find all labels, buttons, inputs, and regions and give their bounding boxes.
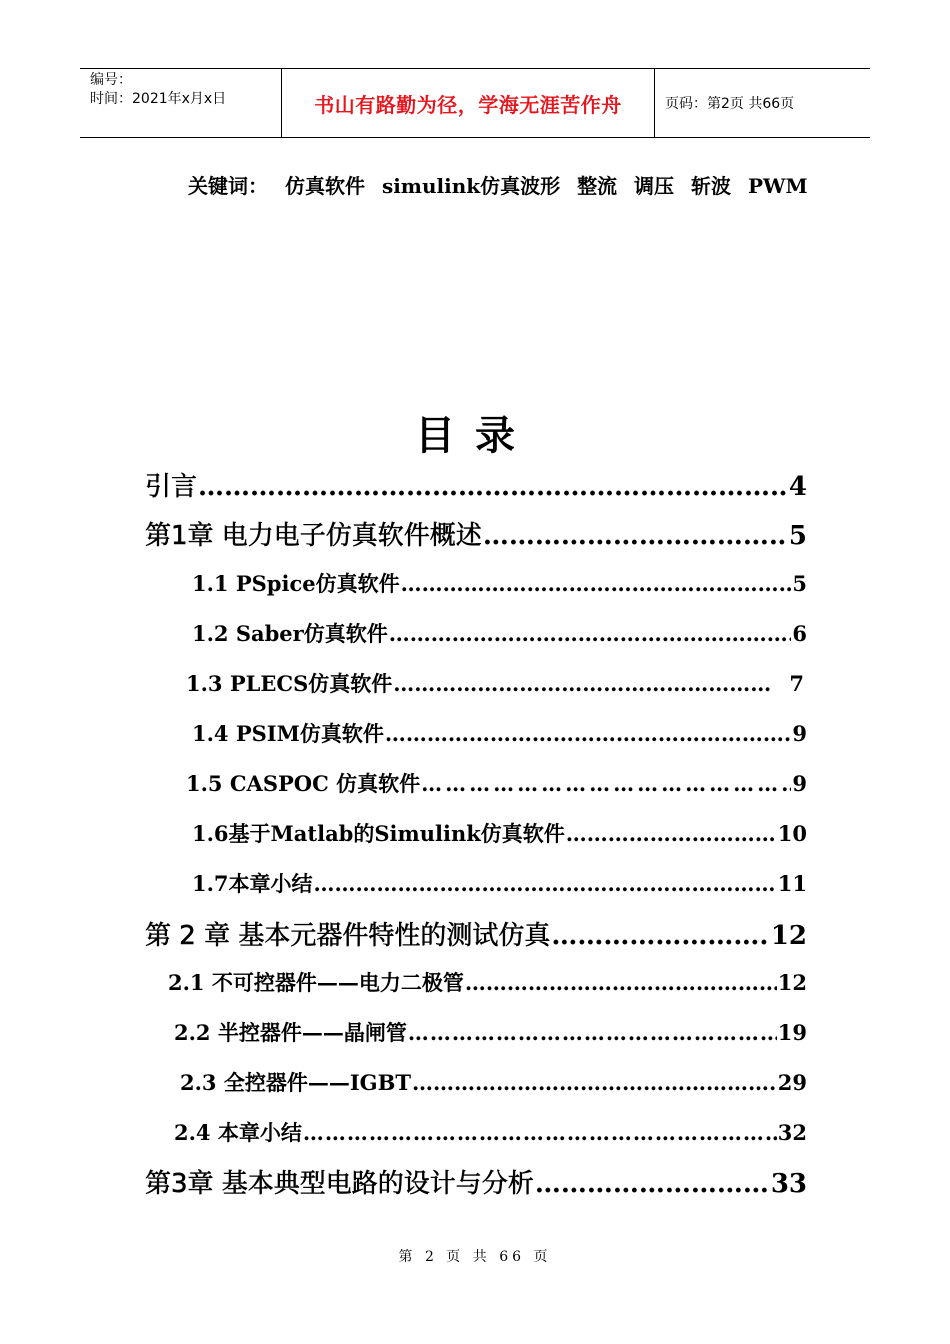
toc-entry-label: 1.7本章小结 bbox=[192, 871, 313, 896]
toc-entry-page: 10 bbox=[777, 821, 807, 846]
toc-entry[interactable] bbox=[145, 915, 807, 952]
toc-entry-page: 12 bbox=[777, 970, 807, 995]
toc-entry-page: 5 bbox=[792, 571, 807, 596]
toc-dot-leader bbox=[198, 472, 788, 502]
toc-dot-leader bbox=[303, 1120, 777, 1145]
keywords-label: 关键词： bbox=[188, 174, 268, 198]
toc-entry-page: 4 bbox=[788, 472, 807, 502]
toc-entry-page: 7 bbox=[789, 671, 804, 696]
toc-entry[interactable] bbox=[180, 1067, 807, 1097]
keywords-line bbox=[188, 170, 808, 199]
toc-entry[interactable] bbox=[192, 568, 807, 598]
toc-entry-page: 6 bbox=[792, 621, 807, 646]
toc-entry-label: 第 2 章 基本元器件特性的测试仿真 bbox=[145, 921, 551, 951]
toc-dot-leader bbox=[408, 1020, 777, 1045]
toc-entry[interactable] bbox=[145, 1163, 807, 1200]
toc-entry[interactable] bbox=[192, 818, 807, 848]
toc-entry[interactable] bbox=[192, 618, 807, 648]
keyword-item: simulink仿真波形 bbox=[381, 174, 561, 198]
toc-entry[interactable] bbox=[174, 1017, 807, 1047]
toc-entry[interactable] bbox=[174, 1117, 807, 1147]
toc-entry[interactable] bbox=[145, 466, 807, 503]
toc-entry-label: 1.4 PSIM仿真软件 bbox=[192, 721, 384, 746]
toc-entry[interactable] bbox=[192, 718, 807, 748]
toc-entry[interactable] bbox=[186, 668, 804, 698]
toc-entry-label: 1.5 CASPOC 仿真软件 bbox=[186, 771, 421, 796]
toc-entry[interactable] bbox=[168, 967, 807, 997]
toc-entry-page: 5 bbox=[788, 521, 807, 551]
toc-entry-page: 9 bbox=[792, 721, 807, 746]
toc-entry-label: 1.6基于Matlab的Simulink仿真软件 bbox=[192, 821, 565, 846]
toc-dot-leader bbox=[385, 721, 792, 746]
keyword-item: 调压 bbox=[634, 174, 675, 198]
toc-entry-label: 第3章 基本典型电路的设计与分析 bbox=[145, 1169, 534, 1199]
toc-dot-leader bbox=[535, 1169, 770, 1199]
toc-title: 目录 bbox=[415, 413, 535, 459]
header-motto: 书山有路勤为径，学海无涯苦作舟 bbox=[281, 69, 655, 137]
toc-entry-page: 29 bbox=[777, 1070, 807, 1095]
toc-entry-page: 9 bbox=[792, 771, 807, 796]
header-meta bbox=[80, 69, 281, 137]
toc-dot-leader bbox=[401, 571, 792, 596]
toc-entry-label: 2.1 不可控器件——电力二极管 bbox=[168, 970, 464, 995]
toc-entry-label: 1.1 PSpice仿真软件 bbox=[192, 571, 400, 596]
toc-dot-leader bbox=[421, 771, 791, 796]
document-header bbox=[80, 68, 870, 138]
toc-entry[interactable] bbox=[145, 515, 807, 552]
keyword-item: 仿真软件 bbox=[284, 174, 365, 198]
header-page-info: 页码：第2页 共66页 bbox=[665, 96, 795, 112]
keyword-item: PWM bbox=[747, 174, 808, 198]
toc-entry[interactable] bbox=[186, 768, 807, 798]
toc-entry-label: 2.3 全控器件——IGBT bbox=[180, 1070, 411, 1095]
toc-entry-label: 第1章 电力电子仿真软件概述 bbox=[145, 521, 482, 551]
toc-entry-page: 32 bbox=[777, 1120, 807, 1145]
keyword-item: 斩波 bbox=[691, 174, 731, 198]
toc-entry-page: 33 bbox=[770, 1169, 807, 1199]
toc-entry-label: 1.3 PLECS仿真软件 bbox=[186, 671, 393, 696]
toc-dot-leader bbox=[314, 871, 777, 896]
toc-entry-label: 引言 bbox=[145, 472, 198, 502]
toc-entry-page: 19 bbox=[777, 1020, 807, 1045]
toc-dot-leader bbox=[483, 521, 788, 551]
time-label: 时间：2021年x月x日 bbox=[90, 91, 227, 107]
toc-entry-page: 11 bbox=[777, 871, 807, 896]
keyword-item: 整流 bbox=[577, 174, 618, 198]
toc-entry-label: 2.2 半控器件——晶闸管 bbox=[174, 1020, 407, 1045]
toc-dot-leader bbox=[389, 621, 792, 646]
number-label: 编号： bbox=[90, 72, 132, 88]
toc-dot-leader bbox=[393, 671, 773, 696]
toc-dot-leader bbox=[465, 970, 777, 995]
toc-entry[interactable] bbox=[192, 868, 807, 898]
toc-dot-leader bbox=[566, 821, 777, 846]
page-footer: 第 2 页 共 66 页 bbox=[398, 1249, 552, 1265]
toc-dot-leader bbox=[412, 1070, 777, 1095]
toc-entry-label: 2.4 本章小结 bbox=[174, 1120, 302, 1145]
toc-dot-leader bbox=[551, 921, 769, 951]
toc-entry-page: 12 bbox=[770, 921, 807, 951]
toc-entry-label: 1.2 Saber仿真软件 bbox=[192, 621, 388, 646]
